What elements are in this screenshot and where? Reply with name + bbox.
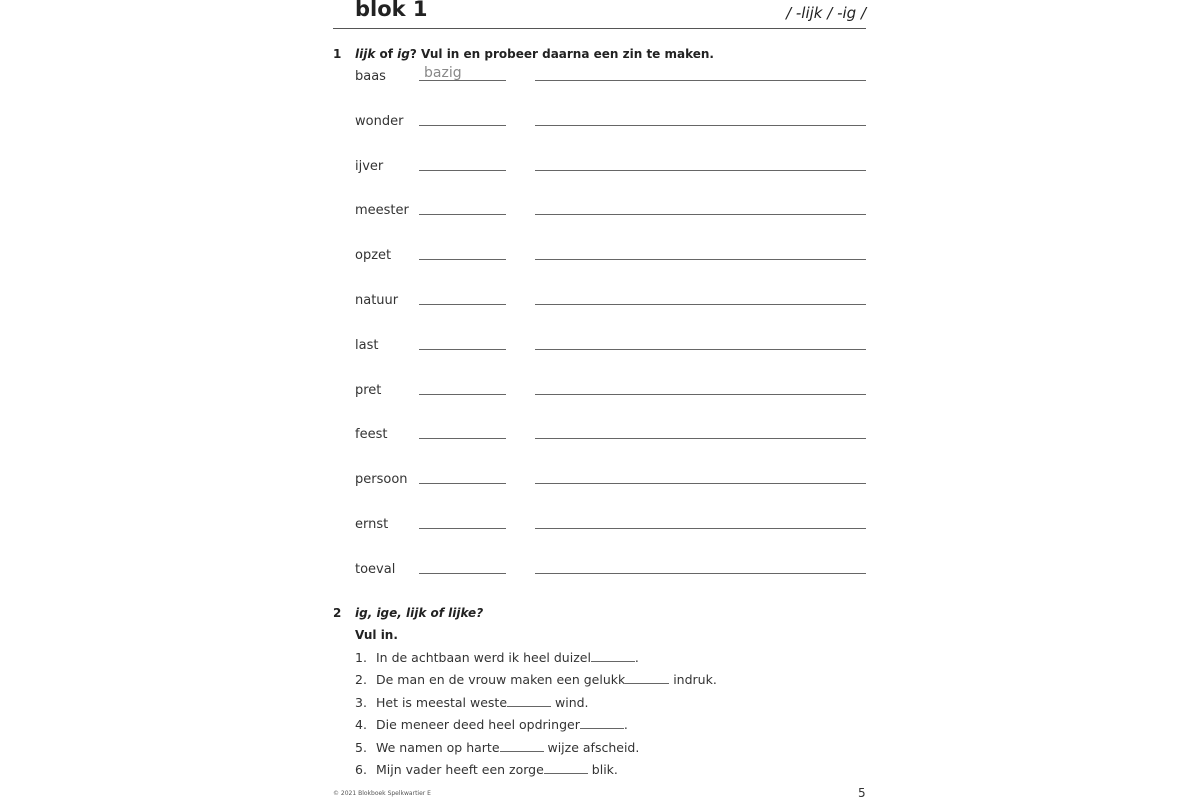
fill-in-blank[interactable] xyxy=(500,740,544,752)
sentence-text-before: We namen op harte xyxy=(376,739,500,755)
answer-blank[interactable] xyxy=(419,573,506,574)
sentence-line[interactable] xyxy=(535,170,866,171)
sentence-line[interactable] xyxy=(535,528,866,529)
sentence-line[interactable] xyxy=(535,483,866,484)
exercise-row xyxy=(0,203,1200,233)
row-word: opzet xyxy=(355,248,392,264)
fill-in-sentence xyxy=(355,695,589,710)
sentence-line[interactable] xyxy=(535,80,866,81)
exercise-1-title-italic: lijk xyxy=(355,47,376,61)
page-title: blok 1 xyxy=(355,0,428,21)
answer-blank[interactable] xyxy=(419,214,506,215)
sentence-line[interactable] xyxy=(535,125,866,126)
row-word: pret xyxy=(355,382,382,398)
exercise-1-title-rest: ? Vul in en probeer daarna een zin te maken. xyxy=(409,47,714,61)
sentence-line[interactable] xyxy=(535,304,866,305)
answer-blank[interactable] xyxy=(419,394,506,395)
row-word: baas xyxy=(355,69,386,84)
sentence-text-before: Het is meestal weste xyxy=(376,694,508,710)
row-word: ijver xyxy=(355,158,384,174)
row-word: natuur xyxy=(355,293,399,308)
exercise-row xyxy=(0,427,1200,457)
exercise-row xyxy=(0,472,1200,502)
sentence-line[interactable] xyxy=(535,349,866,350)
sentence-text-before: In de achtbaan werd ik heel duizel xyxy=(376,650,591,665)
exercise-2-instruction: Vul in. xyxy=(355,628,398,642)
row-word: ernst xyxy=(355,517,389,532)
sentence-text-after: . xyxy=(634,650,639,665)
row-word: persoon xyxy=(355,472,408,488)
spelling-category-tag: / -lijk / -ig / xyxy=(786,4,866,22)
sentence-text-after: wind. xyxy=(551,694,589,710)
row-word: wonder xyxy=(355,113,404,129)
sentence-number: 4. xyxy=(355,717,367,733)
fill-in-sentence xyxy=(355,717,628,732)
exercise-2-number: 2 xyxy=(333,606,342,620)
sentence-text-before: Mijn vader heeft een zorge xyxy=(376,762,544,777)
sentence-number: 6. xyxy=(355,762,367,777)
answer-blank[interactable] xyxy=(419,438,506,439)
sentence-text-after: indruk. xyxy=(669,672,717,688)
page-number: 5 xyxy=(858,786,866,800)
fill-in-sentence xyxy=(355,672,717,687)
answer-text: bazig xyxy=(424,65,462,81)
exercise-1-number: 1 xyxy=(333,47,342,61)
sentence-line[interactable] xyxy=(535,573,866,574)
fill-in-blank[interactable] xyxy=(625,672,669,684)
copyright-footer: © 2021 Blokboek Spelkwartier E xyxy=(333,790,431,797)
answer-blank[interactable] xyxy=(419,528,506,529)
exercise-row xyxy=(0,517,1200,547)
sentence-number: 2. xyxy=(355,672,367,688)
sentence-line[interactable] xyxy=(535,214,866,215)
row-word: last xyxy=(355,337,379,353)
sentence-text-after: blik. xyxy=(587,762,618,777)
sentence-number: 3. xyxy=(355,694,367,710)
fill-in-blank[interactable] xyxy=(507,695,551,707)
row-word: meester xyxy=(355,203,409,219)
fill-in-blank[interactable] xyxy=(544,762,588,774)
header-divider xyxy=(333,28,866,29)
exercise-row xyxy=(0,248,1200,278)
sentence-number: 1. xyxy=(355,650,367,665)
exercise-1-title-italic2: ig xyxy=(397,47,410,61)
exercise-1-title-of: of xyxy=(375,47,398,61)
sentence-line[interactable] xyxy=(535,438,866,439)
fill-in-sentence xyxy=(355,650,639,665)
sentence-text-after: . xyxy=(623,717,628,733)
sentence-text-after: wijze afscheid. xyxy=(543,739,640,755)
fill-in-sentence xyxy=(355,740,639,755)
row-word: toeval xyxy=(355,561,396,577)
exercise-2-title-text: ig, ige, lijk of lijke? xyxy=(355,606,484,620)
fill-in-blank[interactable] xyxy=(591,650,635,662)
answer-blank[interactable] xyxy=(419,125,506,126)
answer-blank[interactable] xyxy=(419,483,506,484)
exercise-row xyxy=(0,562,1200,592)
answer-blank[interactable] xyxy=(419,349,506,350)
sentence-line[interactable] xyxy=(535,394,866,395)
answer-blank[interactable] xyxy=(419,259,506,260)
sentence-number: 5. xyxy=(355,739,367,755)
exercise-row xyxy=(0,114,1200,144)
fill-in-blank[interactable] xyxy=(580,717,624,729)
exercise-row xyxy=(0,338,1200,368)
exercise-row xyxy=(0,159,1200,189)
exercise-row xyxy=(0,65,1200,99)
exercise-row xyxy=(0,383,1200,413)
fill-in-sentence xyxy=(355,762,618,777)
exercise-1-title xyxy=(355,47,714,61)
answer-blank[interactable] xyxy=(419,170,506,171)
answer-blank[interactable] xyxy=(419,304,506,305)
sentence-line[interactable] xyxy=(535,259,866,260)
sentence-text-before: Die meneer deed heel opdringer xyxy=(376,717,580,733)
exercise-row xyxy=(0,293,1200,323)
exercise-2-title xyxy=(355,606,483,620)
row-word: feest xyxy=(355,427,388,443)
sentence-text-before: De man en de vrouw maken een gelukk xyxy=(376,672,626,688)
